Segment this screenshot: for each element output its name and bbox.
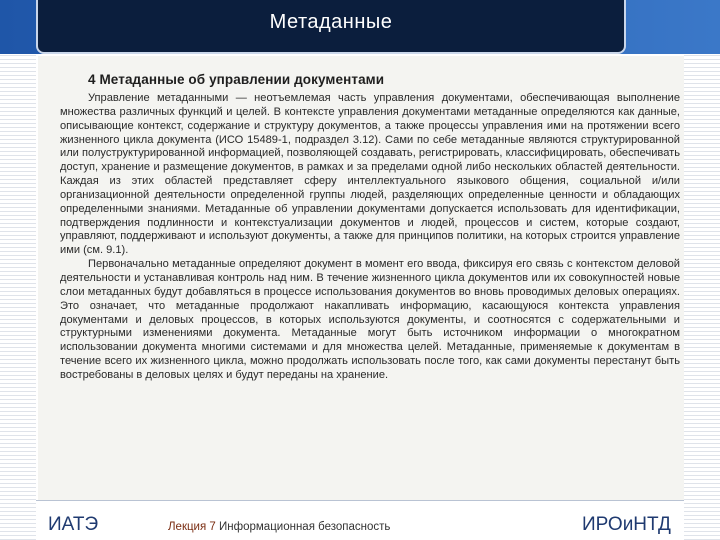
footer-divider bbox=[36, 500, 684, 501]
document-paragraph-1: Управление метаданными — неотъемлемая часть управления документами, обеспечивающая выполнение множества различных функций и целей. В контексте управления документами метаданные определяются как данные, описывающие контекст, содержание и структуру документов, а также процессы управления ими на протяжении всего жизненного цикла документа (ИСО 15489-1, подраздел 3.12). Сами по себе метаданные являются структурированной или полуструктурированной информацией, позволяющей создавать, регистрировать, классифицировать, обеспечивать доступ, хранение и размещение документов, в рамках и за пределами одной либо нескольких областей деятельности. Каждая из этих областей представляет сферу интеллектуального языкового общения, социальной и/или организационной деятельности определенной группы людей, разделяющих определенные ценности и обладающих определенными знаниями. Метаданные об управлении документами допускается использовать для идентификации, подтверждения подлинности и контекстуализации документов и людей, процессов и систем, которые создают, управляют, поддерживают и используют документы, а также для принципов политики, на которых строится управление ими (см. 9.1). bbox=[60, 92, 680, 257]
footer-lecture-prefix: Лекция bbox=[168, 521, 207, 533]
right-decorative-stripes bbox=[684, 0, 720, 540]
footer-lecture-info bbox=[168, 521, 390, 533]
footer-department: ИРОиНТД bbox=[582, 514, 671, 535]
footer-lecture-title: Информационная безопасность bbox=[219, 521, 391, 533]
document-paragraph-2: Первоначально метаданные определяют документ в момент его ввода, фиксируя его связь с контекстом деловой деятельности и устанавливая контроль над ним. В течение жизненного цикла документов или их совокупностей новые слои метаданных будут добавляться в процессе использования документов во вновь проводимых деловых операциях. Это означает, что метаданные продолжают накапливать информацию, касающуюся контекста управления документами и деловых процессов, в которых используются документы, и соотносятся с содержательными и структурными изменениями документа. Метаданные могут быть источником информации о многократном использовании документа многими системами и для множества целей. Метаданные, применяемые к документам в течение всего их жизненного цикла, можно продолжать использовать после того, как сами документы перестанут быть востребованы в деловых целях и будут переданы на хранение. bbox=[60, 258, 680, 381]
footer-lecture-number: 7 bbox=[209, 521, 216, 533]
scanned-document bbox=[60, 72, 680, 383]
left-decorative-stripes bbox=[0, 0, 36, 540]
slide-title: Метаданные bbox=[269, 10, 393, 33]
document-heading: 4 Метаданные об управлении документами bbox=[88, 72, 385, 87]
slide-title-box bbox=[36, 0, 626, 54]
footer-institution: ИАТЭ bbox=[48, 514, 99, 535]
